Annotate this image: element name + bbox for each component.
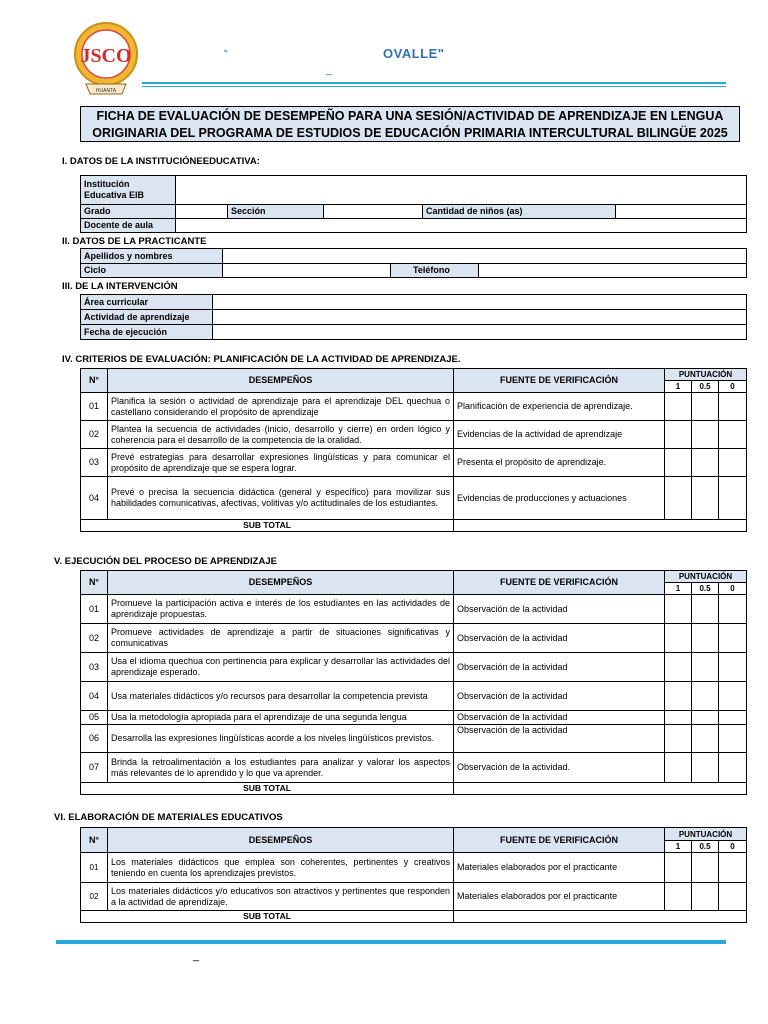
col-puntuacion: PUNTUACIÓN (665, 571, 747, 583)
score-cell[interactable] (692, 653, 719, 682)
score-cell[interactable] (665, 853, 692, 883)
row-fuente: Evidencias de la actividad de aprendizaje (454, 421, 665, 449)
col-score-05: 0.5 (692, 583, 719, 595)
cantidad-field[interactable] (616, 205, 747, 219)
footer-rule (56, 940, 726, 944)
table-row (81, 725, 747, 753)
fecha-label: Fecha de ejecución (81, 325, 213, 340)
footer-dash: _ (193, 950, 200, 962)
row-num: 01 (81, 393, 108, 421)
table-row (81, 624, 747, 653)
apellidos-label: Apellidos y nombres (81, 249, 223, 264)
subtotal-label: SUB TOTAL (81, 783, 454, 795)
row-num: 07 (81, 753, 108, 783)
header-rule-thin (142, 86, 726, 87)
score-cell[interactable] (719, 393, 747, 421)
row-fuente: Observación de la actividad (454, 711, 665, 725)
row-desempeno: Prevé o precisa la secuencia didáctica (general y específico) para movilizar sus habilidades comunicativas, afectivas, volitivas y/o actitudinales de los estudiantes. (108, 477, 454, 520)
score-cell[interactable] (692, 624, 719, 653)
section-2-heading: II. DATOS DE LA PRACTICANTE (62, 236, 207, 247)
ciclo-field[interactable] (223, 264, 391, 278)
col-fuente: FUENTE DE VERIFICACIÓN (454, 369, 665, 393)
table-row (81, 653, 747, 682)
col-score-1: 1 (665, 583, 692, 595)
score-cell[interactable] (665, 449, 692, 477)
col-score-1: 1 (665, 841, 692, 853)
institucion-field[interactable] (176, 176, 747, 205)
score-cell[interactable] (719, 653, 747, 682)
seccion-field[interactable] (324, 205, 423, 219)
docente-field[interactable] (176, 219, 747, 233)
row-fuente: Observación de la actividad (454, 624, 665, 653)
title-line-1: FICHA DE EVALUACIÓN DE DESEMPEÑO PARA UNA SESIÓN/ACTIVIDAD DE APRENDIZAJE EN LENGUA (96, 109, 724, 123)
table-row (81, 682, 747, 711)
col-desempenos: DESEMPEÑOS (108, 369, 454, 393)
score-cell[interactable] (665, 421, 692, 449)
row-fuente: Observación de la actividad. (454, 753, 665, 783)
header-rule (142, 82, 726, 84)
score-cell[interactable] (719, 421, 747, 449)
score-cell[interactable] (665, 682, 692, 711)
table-row (81, 711, 747, 725)
score-cell[interactable] (719, 853, 747, 883)
row-desempeno: Brinda la retroalimentación a los estudiantes para analizar y valorar los aspectos más relevantes de lo aprendido y lo que va aprender. (108, 753, 454, 783)
section-6-heading: VI. ELABORACIÓN DE MATERIALES EDUCATIVOS (54, 812, 283, 823)
score-cell[interactable] (692, 393, 719, 421)
subtotal-label: SUB TOTAL (81, 911, 454, 923)
col-score-0: 0 (719, 583, 747, 595)
score-cell[interactable] (719, 595, 747, 624)
score-cell[interactable] (665, 393, 692, 421)
actividad-label: Actividad de aprendizaje (81, 310, 213, 325)
row-desempeno: Promueve actividades de aprendizaje a partir de situaciones significativas y comunicativas (108, 624, 454, 653)
row-desempeno: Usa materiales didácticos y/o recursos para desarrollar la competencia prevista (108, 682, 454, 711)
col-desempenos: DESEMPEÑOS (108, 571, 454, 595)
score-cell[interactable] (692, 477, 719, 520)
score-cell[interactable] (665, 477, 692, 520)
score-cell[interactable] (692, 753, 719, 783)
area-label: Área curricular (81, 295, 213, 310)
apellidos-field[interactable] (223, 249, 747, 264)
row-num: 01 (81, 595, 108, 624)
col-num: N° (81, 369, 108, 393)
score-cell[interactable] (719, 449, 747, 477)
score-cell[interactable] (665, 883, 692, 911)
docente-label: Docente de aula (81, 219, 176, 233)
row-desempeno: Plantea la secuencia de actividades (inicio, desarrollo y cierre) en orden lógico y coherencia para el desarrollo de la competencia de la oralidad. (108, 421, 454, 449)
document-title (80, 106, 740, 142)
row-fuente: Observación de la actividad (454, 653, 665, 682)
fecha-field[interactable] (213, 325, 747, 340)
institution-logo (72, 18, 140, 98)
row-num: 02 (81, 421, 108, 449)
table-row (81, 393, 747, 421)
criteria-table-materials (80, 827, 747, 923)
area-field[interactable] (213, 295, 747, 310)
row-desempeno: Los materiales didácticos que emplea son coherentes, pertinentes y creativos teniendo en cuenta los aprendizajes previstos. (108, 853, 454, 883)
row-fuente: Evidencias de producciones y actuaciones (454, 477, 665, 520)
table-row (81, 595, 747, 624)
logo-text: JSCO (80, 45, 132, 67)
table-row (81, 477, 747, 520)
col-score-0: 0 (719, 841, 747, 853)
row-num: 06 (81, 725, 108, 753)
row-num: 03 (81, 653, 108, 682)
seccion-label: Sección (228, 205, 324, 219)
row-fuente: Materiales elaborados por el practicante (454, 883, 665, 911)
col-num: N° (81, 828, 108, 853)
score-cell[interactable] (692, 682, 719, 711)
score-cell[interactable] (665, 753, 692, 783)
row-desempeno: Prevé estrategias para desarrollar expresiones lingüísticas y para comunicar el propósito de aprendizaje que se espera lograr. (108, 449, 454, 477)
intervencion-table (80, 294, 747, 340)
subtotal-value[interactable] (454, 911, 747, 923)
score-cell[interactable] (719, 725, 747, 753)
criteria-table-planning (80, 368, 747, 532)
section-4-heading: IV. CRITERIOS DE EVALUACIÓN: PLANIFICACIÓN DE LA ACTIVIDAD DE APRENDIZAJE. (62, 354, 461, 365)
row-desempeno: Desarrolla las expresiones lingüísticas acorde a los niveles lingüísticos previstos. (108, 725, 454, 753)
table-row (81, 421, 747, 449)
score-cell[interactable] (692, 711, 719, 725)
section-1-heading: I. DATOS DE LA INSTITUCIÓNEEDUCATIVA: (62, 156, 260, 167)
score-cell[interactable] (665, 595, 692, 624)
score-cell[interactable] (719, 883, 747, 911)
institution-table (80, 175, 747, 233)
col-fuente: FUENTE DE VERIFICACIÓN (454, 828, 665, 853)
score-cell[interactable] (692, 595, 719, 624)
cantidad-label: Cantidad de niños (as) (423, 205, 616, 219)
row-num: 02 (81, 883, 108, 911)
telefono-field[interactable] (479, 264, 747, 278)
actividad-field[interactable] (213, 310, 747, 325)
row-desempeno: Usa el idioma quechua con pertinencia para explicar y desarrollar las actividades del aprendizaje esperado. (108, 653, 454, 682)
col-num: N° (81, 571, 108, 595)
score-cell[interactable] (719, 624, 747, 653)
score-cell[interactable] (692, 449, 719, 477)
section-3-heading: III. DE LA INTERVENCIÓN (62, 281, 178, 292)
grado-field[interactable] (176, 205, 228, 219)
score-cell[interactable] (719, 711, 747, 725)
row-fuente: Observación de la actividad (454, 595, 665, 624)
col-puntuacion: PUNTUACIÓN (665, 369, 747, 381)
subtotal-value[interactable] (454, 783, 747, 795)
header-quote: “ (224, 48, 228, 60)
logo-ribbon-text: HUANTA (95, 88, 117, 94)
practicante-table (80, 248, 747, 278)
header-institution-name: OVALLE" (383, 46, 445, 61)
table-row (81, 449, 747, 477)
score-cell[interactable] (692, 421, 719, 449)
row-fuente: Planificación de experiencia de aprendizaje. (454, 393, 665, 421)
row-desempeno: Los materiales didácticos y/o educativos son atractivos y pertinentes que responden a la actividad de aprendizaje. (108, 883, 454, 911)
score-cell[interactable] (719, 682, 747, 711)
table-row (81, 883, 747, 911)
row-fuente: Observación de la actividad (454, 682, 665, 711)
row-desempeno: Promueve la participación activa e interés de los estudiantes en las actividades de aprendizaje propuestas. (108, 595, 454, 624)
table-row (81, 853, 747, 883)
row-fuente: Presenta el propósito de aprendizaje. (454, 449, 665, 477)
col-score-1: 1 (665, 381, 692, 393)
col-score-05: 0.5 (692, 381, 719, 393)
row-desempeno: Planifica la sesión o actividad de aprendizaje para el aprendizaje DEL quechua o castellano considerando el propósito de aprendizaje (108, 393, 454, 421)
score-cell[interactable] (665, 725, 692, 753)
section-5-heading: V. EJECUCIÓN DEL PROCESO DE APRENDIZAJE (54, 556, 277, 567)
score-cell[interactable] (719, 753, 747, 783)
col-fuente: FUENTE DE VERIFICACIÓN (454, 571, 665, 595)
row-num: 01 (81, 853, 108, 883)
row-num: 05 (81, 711, 108, 725)
subtotal-label: SUB TOTAL (81, 520, 454, 532)
row-num: 04 (81, 682, 108, 711)
score-cell[interactable] (665, 653, 692, 682)
score-cell[interactable] (665, 624, 692, 653)
score-cell[interactable] (692, 853, 719, 883)
col-puntuacion: PUNTUACIÓN (665, 828, 747, 841)
row-num: 04 (81, 477, 108, 520)
col-score-05: 0.5 (692, 841, 719, 853)
grado-label: Grado (81, 205, 176, 219)
row-fuente: Materiales elaborados por el practicante (454, 853, 665, 883)
criteria-table-execution (80, 570, 747, 795)
score-cell[interactable] (692, 883, 719, 911)
header-dash: _ (326, 64, 333, 76)
row-num: 03 (81, 449, 108, 477)
institucion-label: Institución Educativa EIB (81, 176, 176, 205)
col-desempenos: DESEMPEÑOS (108, 828, 454, 853)
row-fuente: Observación de la actividad (454, 725, 665, 753)
table-row (81, 753, 747, 783)
telefono-label: Teléfono (391, 264, 479, 278)
row-desempeno: Usa la metodología apropiada para el aprendizaje de una segunda lengua (108, 711, 454, 725)
row-num: 02 (81, 624, 108, 653)
score-cell[interactable] (665, 711, 692, 725)
score-cell[interactable] (719, 477, 747, 520)
subtotal-value[interactable] (454, 520, 747, 532)
score-cell[interactable] (692, 725, 719, 753)
ciclo-label: Ciclo (81, 264, 223, 278)
col-score-0: 0 (719, 381, 747, 393)
title-line-2: ORIGINARIA DEL PROGRAMA DE ESTUDIOS DE EDUCACIÓN PRIMARIA INTERCULTURAL BILINGÜE 2025 (92, 126, 728, 140)
